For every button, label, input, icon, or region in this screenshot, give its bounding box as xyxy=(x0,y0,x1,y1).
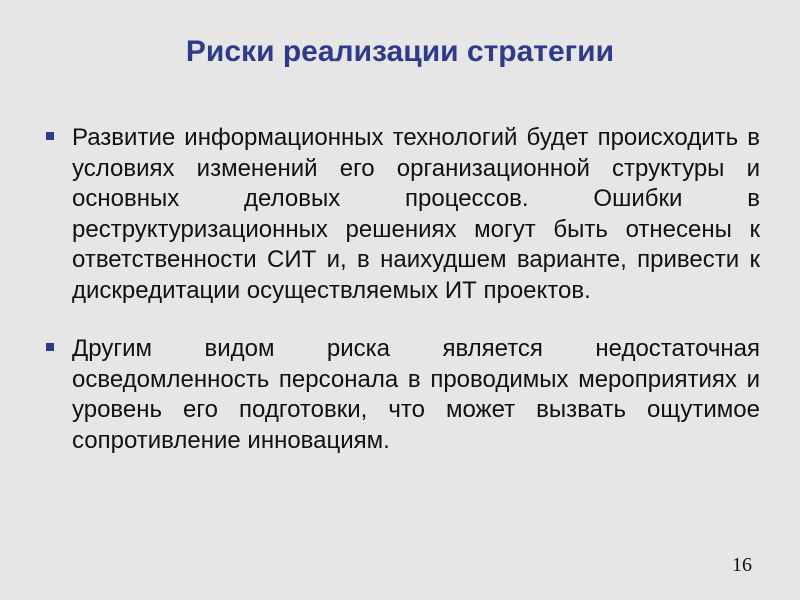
bullet-item xyxy=(46,123,760,306)
bullet-text: Другим видом риска является недостаточная осведомленность персонала в проводимых мероприятиях и уровень его подготовки, что может вызвать ощутимое сопротивление инновациям. xyxy=(72,335,760,454)
bullet-list xyxy=(46,123,760,484)
page-number: 16 xyxy=(732,554,752,576)
slide-title: Риски реализации стратегии xyxy=(185,35,615,68)
square-bullet-icon xyxy=(46,343,54,351)
bullet-item xyxy=(46,334,760,456)
square-bullet-icon xyxy=(46,132,54,140)
bullet-text: Развитие информационных технологий будет происходить в условиях изменений его организационной структуры и основных деловых процессов. Ошибки в реструктуризационных решениях могут быть отнесены к ответственности СИТ и, в наихудшем варианте, привести к дискредитации осуществляемых ИТ проектов. xyxy=(72,124,760,304)
